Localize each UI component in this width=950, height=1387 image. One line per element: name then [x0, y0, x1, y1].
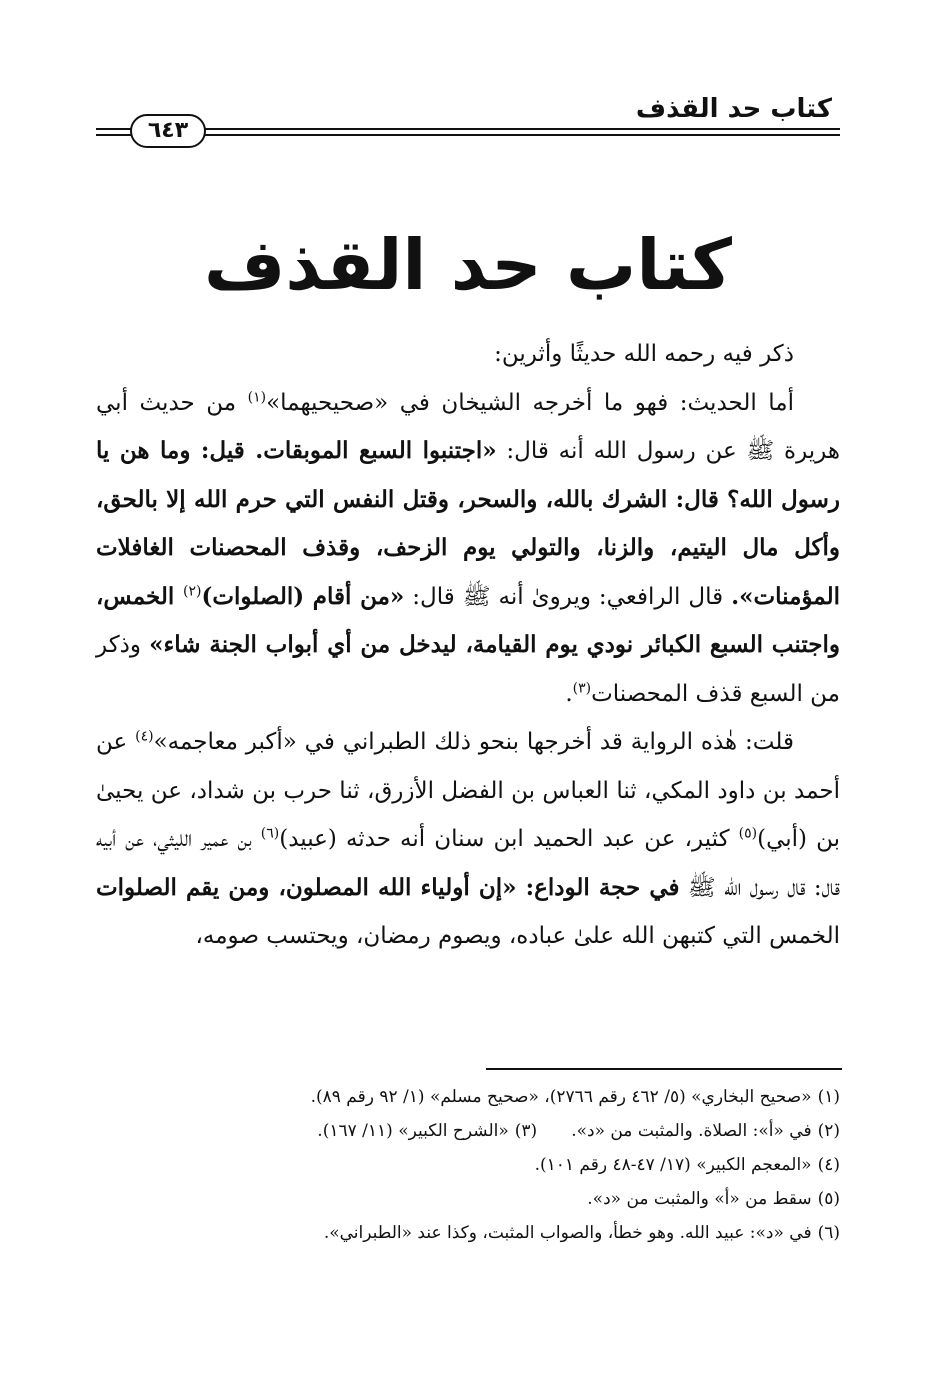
- hadith-quote: الخمس، واجتنب السبع الكبائر نودي يوم القيامة، ليدخل من أي أبواب الجنة شاء»: [96, 582, 840, 658]
- hadith-quote: «اجتنبوا السبع الموبقات. قيل: وما هن يا رسول الله؟ قال: الشرك بالله، والسحر، وقتل النفس التي حرم الله إلا بالحق، وأكل مال اليتيم، والزنا، والتولي يوم الزحف، وقذف المحصنات الغافلات المؤمنات».: [96, 437, 841, 610]
- footnote-5: [96, 1182, 840, 1216]
- text-run: الخمس التي كتبهن الله علىٰ عباده، ويصوم رمضان، ويحتسب صومه،: [195, 923, 840, 949]
- footnote-ref-1: (١): [247, 388, 267, 405]
- hadith-paragraph: [96, 379, 840, 719]
- footnote-separator: [486, 1068, 842, 1070]
- hadith-quote: في حجة الوداع: «إن أولياء الله المصلون، ومن يقم الصلوات: [96, 873, 680, 901]
- footnote-ref-5: (٥): [738, 825, 758, 842]
- page-number: ٦٤٣: [130, 114, 206, 148]
- footnote-text: «المعجم الكبير» (١٧/ ٤٧-٤٨ رقم ١٠١).: [534, 1155, 812, 1175]
- header-rule-double: [96, 134, 840, 136]
- running-title: كتاب حد القذف: [635, 94, 832, 124]
- footnote-number: (٥): [817, 1189, 840, 1209]
- text-run: قال الرافعي: ويروىٰ أنه ﷺ قال:: [404, 583, 732, 610]
- text-run: من حديث أبي هريرة ﷺ عن رسول الله أنه قال:: [96, 389, 841, 464]
- text-run: عن أحمد بن داود المكي، ثنا العباس بن الفضل الأزرق، ثنا حرب بن شداد، عن يحيىٰ بن (أبي): [96, 729, 841, 852]
- footnote-number: (٢): [817, 1121, 840, 1141]
- footnote-text: في «د»: عبيد الله. وهو خطأ، والصواب المثبت، وكذا عند «الطبراني».: [323, 1223, 812, 1243]
- footnote-6: [96, 1216, 840, 1250]
- footnote-text: في «أ»: الصلاة. والمثبت من «د».: [571, 1121, 812, 1141]
- footnote-number: (٦): [817, 1223, 840, 1243]
- text-run: أما الحديث: فهو ما أخرجه الشيخان في «صحيحيهما»: [266, 389, 794, 416]
- footnote-ref-3: (٣): [572, 679, 592, 696]
- footnote-text: «الشرح الكبير» (١١/ ١٦٧).: [317, 1121, 509, 1141]
- text-run: .: [565, 680, 573, 707]
- footnote-number: (٣): [514, 1121, 538, 1141]
- text-run: كثير، عن عبد الحميد ابن سنان أنه حدثه (عبيد): [279, 826, 739, 852]
- hadith-quote: «من أقام (الصلوات): [201, 582, 405, 610]
- footnote-text: «صحيح البخاري» (٥/ ٤٦٢ رقم ٢٧٦٦)، «صحيح مسلم» (١/ ٩٢ رقم ٨٩).: [310, 1087, 812, 1107]
- footnote-2-3: [96, 1114, 840, 1148]
- header-rule: [96, 128, 840, 130]
- commentary-paragraph: [96, 718, 840, 961]
- footnote-4: [96, 1148, 840, 1182]
- footnotes: [96, 1080, 840, 1250]
- footnote-number: (٤): [817, 1155, 840, 1175]
- footnote-number: (١): [817, 1087, 840, 1107]
- footnote-ref-2: (٢): [182, 582, 202, 599]
- text-run: وذكر من السبع قذف المحصنات: [96, 632, 840, 707]
- chapter-title: كتاب حد القذف: [204, 224, 732, 306]
- text-run: قلت: هٰذه الرواية قد أخرجها بنحو ذلك الطبراني في «أكبر معاجمه»: [153, 729, 794, 755]
- body-text: [96, 330, 840, 961]
- intro-paragraph: ذكر فيه رحمه الله حديثًا وأثرين:: [494, 341, 794, 367]
- footnote-text: سقط من «أ» والمثبت من «د».: [587, 1189, 812, 1209]
- footnote-ref-4: (٤): [135, 728, 154, 745]
- footnote-ref-6: (٦): [260, 825, 280, 842]
- footnote-1: [96, 1080, 840, 1114]
- text-run: بن عمير الليثي، عن أبيه قال: قال رسول الله ﷺ: [96, 826, 840, 901]
